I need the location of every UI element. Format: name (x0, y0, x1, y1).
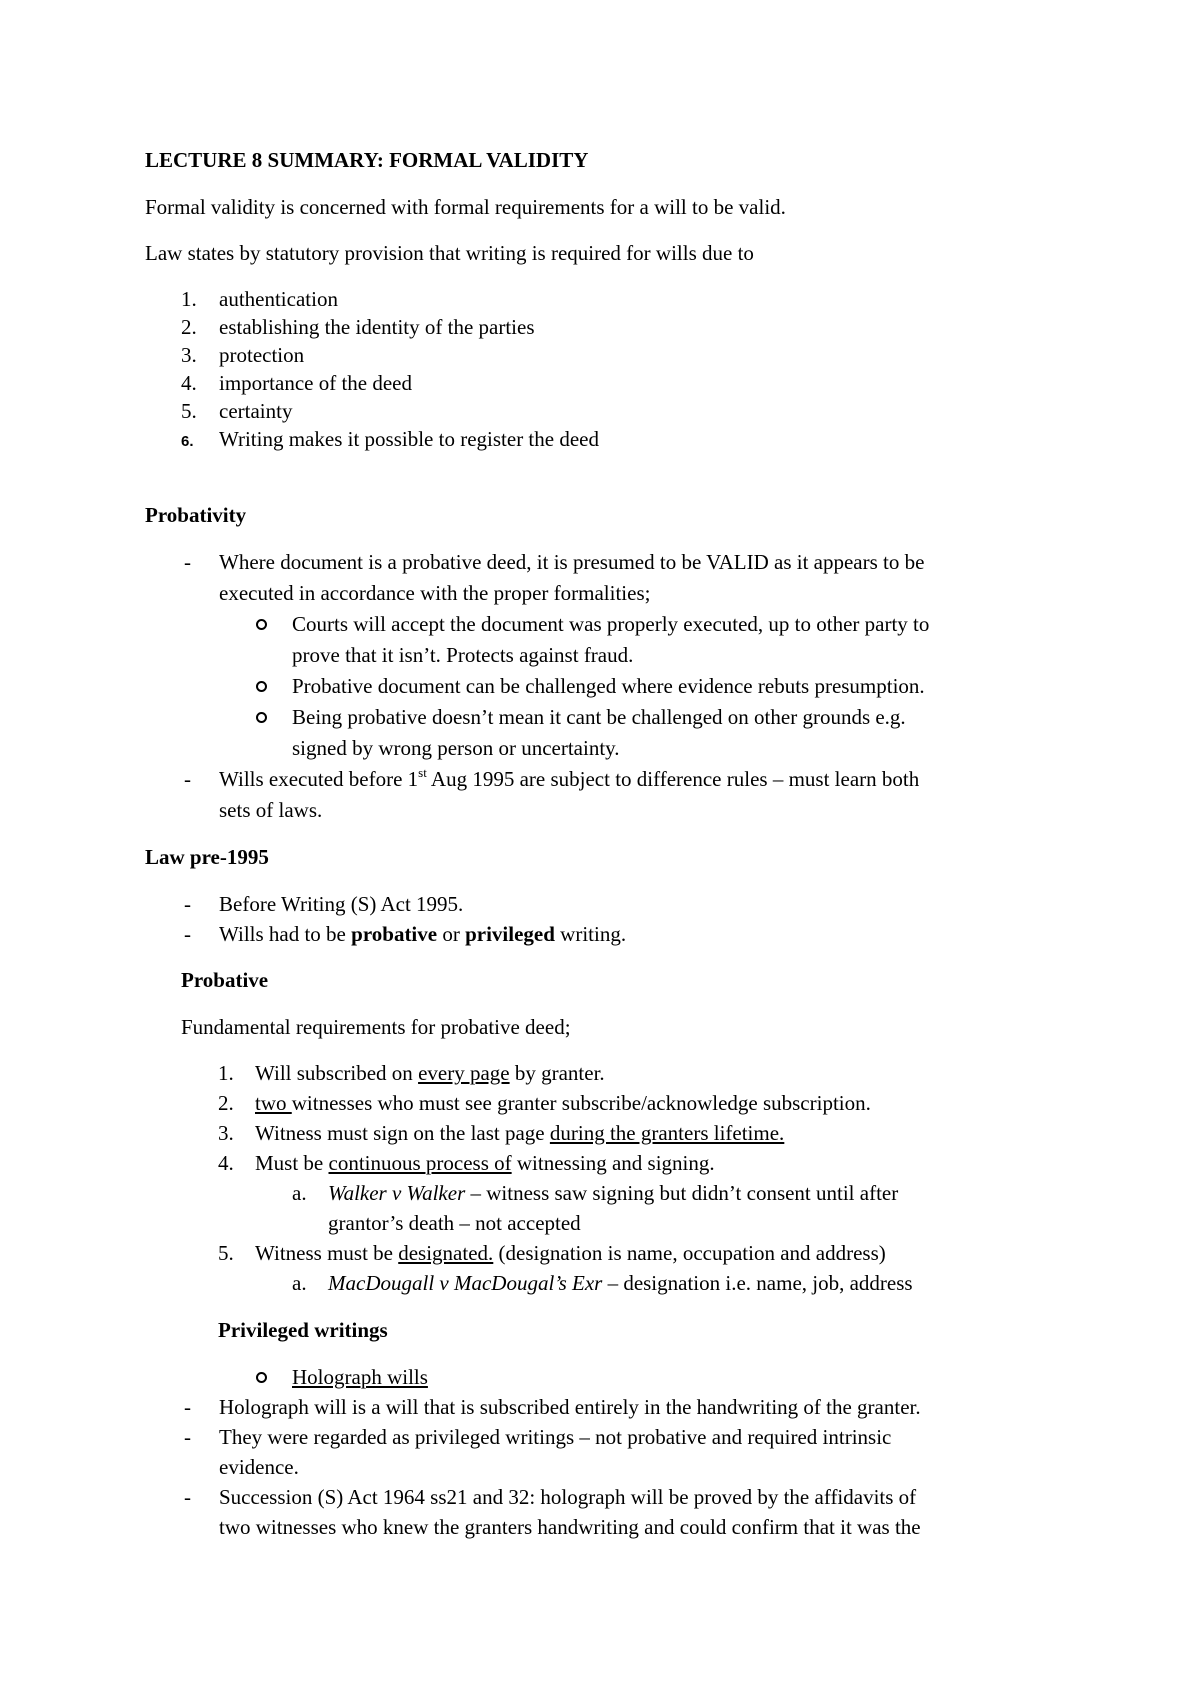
list-item: two witnesses who must see granter subscribe/acknowledge subscription. (255, 1091, 871, 1115)
bullet-dash: - (184, 767, 191, 791)
intro-paragraph-1: Formal validity is concerned with formal requirements for a will to be valid. (145, 195, 786, 219)
list-item: Will subscribed on every page by granter. (255, 1061, 605, 1085)
bullet-text: Wills had to be probative or privileged writing. (219, 922, 627, 946)
list-number: 3. (218, 1121, 234, 1145)
list-item: protection (219, 343, 305, 367)
list-item: Writing makes it possible to register the deed (219, 427, 599, 451)
bullet-dash: - (184, 1485, 191, 1509)
intro-paragraph-2: Law states by statutory provision that writing is required for wills due to (145, 241, 754, 265)
list-number: 2. (218, 1091, 234, 1115)
sub-bullet-text: Probative document can be challenged where evidence rebuts presumption. (292, 674, 925, 698)
sub-heading-holograph: Holograph wills (292, 1365, 428, 1389)
sub-bullet-text: prove that it isn’t. Protects against fraud. (292, 643, 634, 667)
list-number: 1. (218, 1061, 234, 1085)
list-item: importance of the deed (219, 371, 412, 395)
list-item: Must be continuous process of witnessing and signing. (255, 1151, 715, 1175)
bullet-dash: - (184, 892, 191, 916)
list-item: Witness must be designated. (designation is name, occupation and address) (255, 1241, 886, 1265)
list-number: 2. (181, 315, 197, 339)
list-number: 5. (181, 399, 197, 423)
bullet-text: They were regarded as privileged writings – not probative and required intrinsic (219, 1425, 892, 1449)
heading-privileged-writings: Privileged writings (218, 1318, 388, 1342)
list-item: establishing the identity of the parties (219, 315, 535, 339)
sub-bullet-text: Courts will accept the document was properly executed, up to other party to (292, 612, 930, 636)
case-citation: grantor’s death – not accepted (328, 1211, 581, 1235)
heading-probativity: Probativity (145, 503, 247, 527)
list-letter: a. (292, 1271, 307, 1295)
bullet-dash: - (184, 550, 191, 574)
bullet-text: executed in accordance with the proper formalities; (219, 581, 651, 605)
document-title: LECTURE 8 SUMMARY: FORMAL VALIDITY (145, 148, 589, 172)
circle-bullet-icon (256, 712, 267, 723)
bullet-text: Where document is a probative deed, it is presumed to be VALID as it appears to be (219, 550, 925, 574)
bullet-text: Wills executed before 1st Aug 1995 are subject to difference rules – must learn both (219, 765, 920, 791)
list-number: 1. (181, 287, 197, 311)
heading-probative: Probative (181, 968, 269, 992)
circle-bullet-icon (256, 1372, 267, 1383)
circle-bullet-icon (256, 681, 267, 692)
bullet-text: Before Writing (S) Act 1995. (219, 892, 464, 916)
list-number: 5. (218, 1241, 234, 1265)
case-citation: Walker v Walker – witness saw signing but didn’t consent until after (328, 1181, 899, 1205)
circle-bullet-icon (256, 619, 267, 630)
list-number: 3. (181, 343, 197, 367)
bullet-text: Succession (S) Act 1964 ss21 and 32: holograph will be proved by the affidavits of (219, 1485, 917, 1509)
heading-law-pre-1995: Law pre-1995 (145, 845, 269, 869)
bullet-text: evidence. (219, 1455, 299, 1479)
sub-bullet-text: signed by wrong person or uncertainty. (292, 736, 620, 760)
list-number: 4. (181, 371, 197, 395)
case-citation: MacDougall v MacDougal’s Exr – designation i.e. name, job, address (328, 1271, 913, 1295)
bullet-dash: - (184, 1425, 191, 1449)
bullet-text: sets of laws. (219, 798, 323, 822)
list-number: 6. (181, 433, 194, 450)
sub-bullet-text: Being probative doesn’t mean it cant be challenged on other grounds e.g. (292, 705, 906, 729)
bullet-text: Holograph will is a will that is subscribed entirely in the handwriting of the granter. (219, 1395, 921, 1419)
bullet-dash: - (184, 1395, 191, 1419)
bullet-dash: - (184, 922, 191, 946)
list-number: 4. (218, 1151, 234, 1175)
list-letter: a. (292, 1181, 307, 1205)
bullet-text: two witnesses who knew the granters handwriting and could confirm that it was the (219, 1515, 921, 1539)
paragraph-fundamental: Fundamental requirements for probative deed; (181, 1015, 571, 1039)
list-item: authentication (219, 287, 338, 311)
list-item: certainty (219, 399, 293, 423)
list-item: Witness must sign on the last page during the granters lifetime. (255, 1121, 785, 1145)
